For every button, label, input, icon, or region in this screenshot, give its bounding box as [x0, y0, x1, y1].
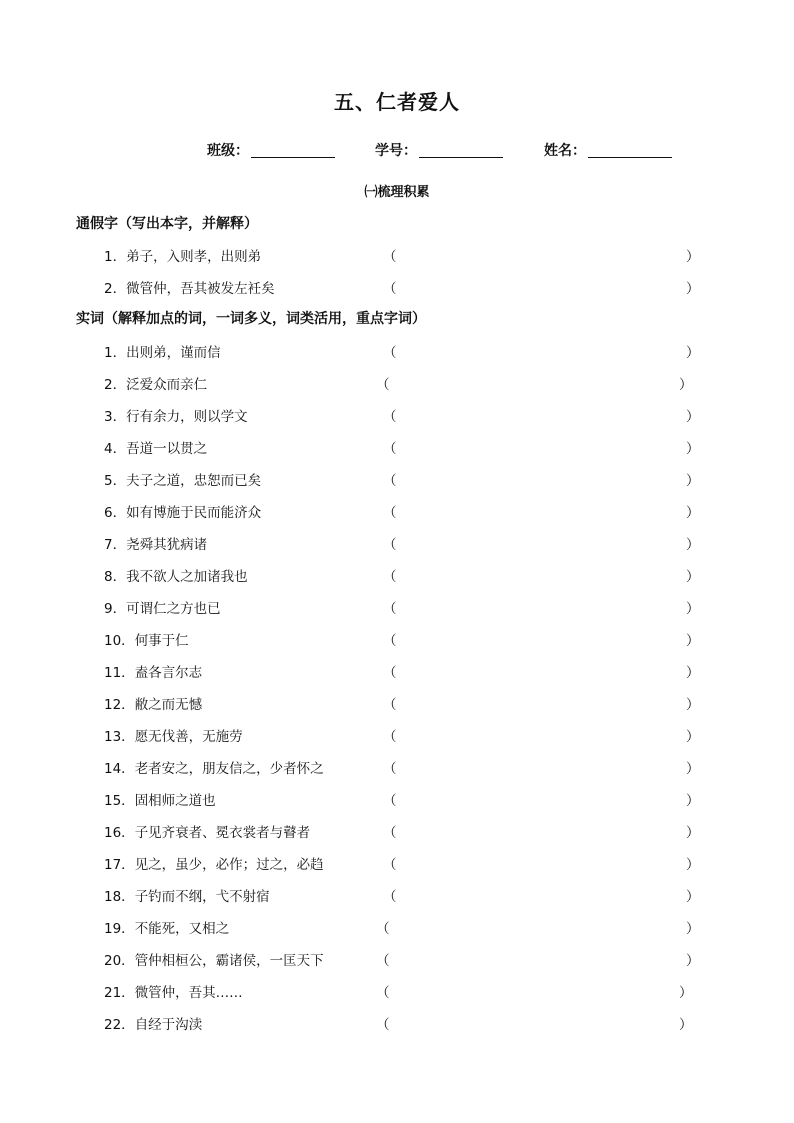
list-item [0, 245, 794, 267]
list-item [0, 405, 794, 427]
list-item [0, 725, 794, 747]
item-text [104, 469, 261, 489]
item-phrase: 管仲相桓公，霸诸侯，一匡天下 [134, 953, 324, 969]
answer-paren-close[interactable]: ） [686, 345, 700, 361]
answer-paren-open[interactable]: （ [383, 345, 397, 361]
answer-paren-close[interactable]: ） [686, 409, 700, 425]
item-phrase: 子钓而不纲，弋不射宿 [134, 889, 270, 905]
answer-paren-close[interactable]: ） [686, 665, 700, 681]
item-number: 1． [104, 345, 127, 361]
item-number: 8． [104, 569, 127, 585]
list-item [0, 469, 794, 491]
item-number: 7． [104, 537, 127, 553]
list-item [0, 661, 794, 683]
answer-paren-open[interactable]: （ [383, 793, 397, 809]
item-number: 1． [104, 249, 127, 265]
answer-paren-open[interactable]: （ [376, 921, 390, 937]
answer-paren-open[interactable]: （ [383, 761, 397, 777]
item-phrase: 子见齐衰者、冕衣裳者与瞽者 [134, 825, 311, 841]
item-text [104, 1013, 202, 1033]
answer-paren-close[interactable]: ） [686, 601, 700, 617]
answer-paren-open[interactable]: （ [383, 409, 397, 425]
item-text [104, 629, 189, 649]
number-field [375, 140, 503, 160]
item-phrase: 自经于沟渎 [134, 1017, 203, 1033]
section-heading-tongjiazi: 通假字（写出本字，并解释） [76, 216, 258, 232]
item-number: 14． [104, 761, 135, 777]
item-phrase: 可谓仁之方也已 [126, 601, 221, 617]
list-item [0, 565, 794, 587]
answer-paren-close[interactable]: ） [686, 825, 700, 841]
answer-paren-close[interactable]: ） [686, 505, 700, 521]
item-text [104, 501, 261, 521]
item-text [104, 885, 270, 905]
item-number: 16． [104, 825, 135, 841]
item-phrase: 泛爱众而亲仁 [126, 377, 208, 393]
answer-paren-open[interactable]: （ [383, 601, 397, 617]
item-number: 22． [104, 1017, 135, 1033]
item-text [104, 405, 248, 425]
answer-paren-open[interactable]: （ [383, 537, 397, 553]
list-item [0, 757, 794, 779]
item-text [104, 565, 248, 585]
answer-paren-close[interactable]: ） [686, 793, 700, 809]
item-phrase: 如有博施于民而能济众 [126, 505, 262, 521]
answer-paren-open[interactable]: （ [376, 985, 390, 1001]
answer-paren-close[interactable]: ） [686, 889, 700, 905]
item-text [104, 245, 261, 265]
list-item [0, 629, 794, 651]
item-number: 20． [104, 953, 135, 969]
list-item [0, 437, 794, 459]
item-text [104, 949, 324, 969]
item-text [104, 597, 221, 617]
item-number: 12． [104, 697, 135, 713]
answer-paren-close[interactable]: ） [686, 249, 700, 265]
answer-paren-close[interactable]: ） [686, 761, 700, 777]
item-phrase: 固相师之道也 [134, 793, 216, 809]
list-item [0, 853, 794, 875]
list-item [0, 1013, 794, 1035]
page-title: 五、仁者爱人 [334, 90, 460, 114]
list-item [0, 341, 794, 363]
class-field [207, 140, 335, 160]
item-phrase: 我不欲人之加诸我也 [126, 569, 248, 585]
answer-paren-open[interactable]: （ [383, 729, 397, 745]
item-phrase: 何事于仁 [134, 633, 189, 649]
item-text [104, 533, 207, 553]
item-text [104, 917, 229, 937]
item-text [104, 821, 310, 841]
answer-paren-open[interactable]: （ [383, 889, 397, 905]
item-phrase: 老者安之，朋友信之，少者怀之 [134, 761, 324, 777]
number-blank-line[interactable] [419, 143, 503, 158]
list-item [0, 917, 794, 939]
answer-paren-open[interactable]: （ [383, 281, 397, 297]
answer-paren-close[interactable]: ） [686, 473, 700, 489]
answer-paren-open[interactable]: （ [383, 697, 397, 713]
answer-paren-open[interactable]: （ [383, 569, 397, 585]
item-text [104, 981, 243, 1001]
item-number: 10． [104, 633, 135, 649]
answer-paren-open[interactable]: （ [383, 505, 397, 521]
answer-paren-close[interactable]: ） [686, 921, 700, 937]
answer-paren-open[interactable]: （ [383, 249, 397, 265]
section-heading-shici: 实词（解释加点的词，一词多义，词类活用，重点字词） [76, 311, 426, 327]
item-number: 17． [104, 857, 135, 873]
item-phrase: 见之，虽少，必作；过之，必趋 [134, 857, 324, 873]
item-number: 6． [104, 505, 127, 521]
list-item [0, 949, 794, 971]
item-number: 2． [104, 281, 127, 297]
list-item [0, 501, 794, 523]
answer-paren-open[interactable]: （ [383, 665, 397, 681]
name-label: 姓名： [544, 143, 586, 159]
item-phrase: 盍各言尔志 [134, 665, 203, 681]
section-subhead: ㈠梳理积累 [364, 185, 430, 200]
item-number: 3． [104, 409, 127, 425]
item-phrase: 微管仲，吾其被发左衽矣 [126, 281, 275, 297]
item-number: 15． [104, 793, 135, 809]
item-phrase: 弟子，入则孝，出则弟 [126, 249, 262, 265]
item-text [104, 757, 324, 777]
answer-paren-close[interactable]: ） [679, 1017, 693, 1033]
item-text [104, 373, 207, 393]
item-text [104, 725, 243, 745]
answer-paren-open[interactable]: （ [376, 953, 390, 969]
item-text [104, 341, 221, 361]
answer-paren-close[interactable]: ） [686, 697, 700, 713]
item-number: 2． [104, 377, 127, 393]
item-text [104, 277, 275, 297]
item-number: 13． [104, 729, 135, 745]
item-text [104, 661, 202, 681]
answer-paren-close[interactable]: ） [686, 441, 700, 457]
list-item [0, 533, 794, 555]
list-item [0, 693, 794, 715]
answer-paren-close[interactable]: ） [686, 729, 700, 745]
item-text [104, 789, 216, 809]
name-blank-line[interactable] [588, 143, 672, 158]
number-label: 学号： [375, 143, 417, 159]
answer-paren-open[interactable]: （ [383, 473, 397, 489]
item-number: 5． [104, 473, 127, 489]
class-label: 班级： [207, 143, 249, 159]
answer-paren-open[interactable]: （ [383, 633, 397, 649]
item-text [104, 437, 207, 457]
list-item [0, 981, 794, 1003]
answer-paren-open[interactable]: （ [376, 377, 390, 393]
answer-paren-close[interactable]: ） [686, 537, 700, 553]
item-number: 9． [104, 601, 127, 617]
item-text [104, 853, 324, 873]
answer-paren-close[interactable]: ） [679, 377, 693, 393]
answer-paren-close[interactable]: ） [679, 985, 693, 1001]
answer-paren-open[interactable]: （ [376, 1017, 390, 1033]
item-text [104, 693, 202, 713]
list-item [0, 789, 794, 811]
item-phrase: 尧舜其犹病诸 [126, 537, 208, 553]
item-phrase: 吾道一以贯之 [126, 441, 208, 457]
answer-paren-close[interactable]: ） [686, 953, 700, 969]
item-number: 21． [104, 985, 135, 1001]
item-number: 11． [104, 665, 135, 681]
list-item [0, 373, 794, 395]
list-item [0, 885, 794, 907]
answer-paren-close[interactable]: ） [686, 857, 700, 873]
item-phrase: 不能死，又相之 [134, 921, 230, 937]
item-number: 19． [104, 921, 135, 937]
list-item [0, 597, 794, 619]
item-phrase: 微管仲，吾其…… [134, 985, 243, 1001]
item-phrase: 夫子之道，忠恕而已矣 [126, 473, 262, 489]
answer-paren-close[interactable]: ） [686, 633, 700, 649]
class-blank-line[interactable] [251, 143, 335, 158]
list-item [0, 821, 794, 843]
item-phrase: 行有余力，则以学文 [126, 409, 248, 425]
list-item [0, 277, 794, 299]
item-phrase: 敝之而无憾 [134, 697, 203, 713]
item-number: 4． [104, 441, 127, 457]
answer-paren-open[interactable]: （ [383, 857, 397, 873]
name-field [544, 140, 672, 160]
item-phrase: 愿无伐善，无施劳 [134, 729, 243, 745]
item-number: 18． [104, 889, 135, 905]
answer-paren-open[interactable]: （ [383, 441, 397, 457]
answer-paren-close[interactable]: ） [686, 569, 700, 585]
item-phrase: 出则弟，谨而信 [126, 345, 221, 361]
answer-paren-open[interactable]: （ [383, 825, 397, 841]
answer-paren-close[interactable]: ） [686, 281, 700, 297]
